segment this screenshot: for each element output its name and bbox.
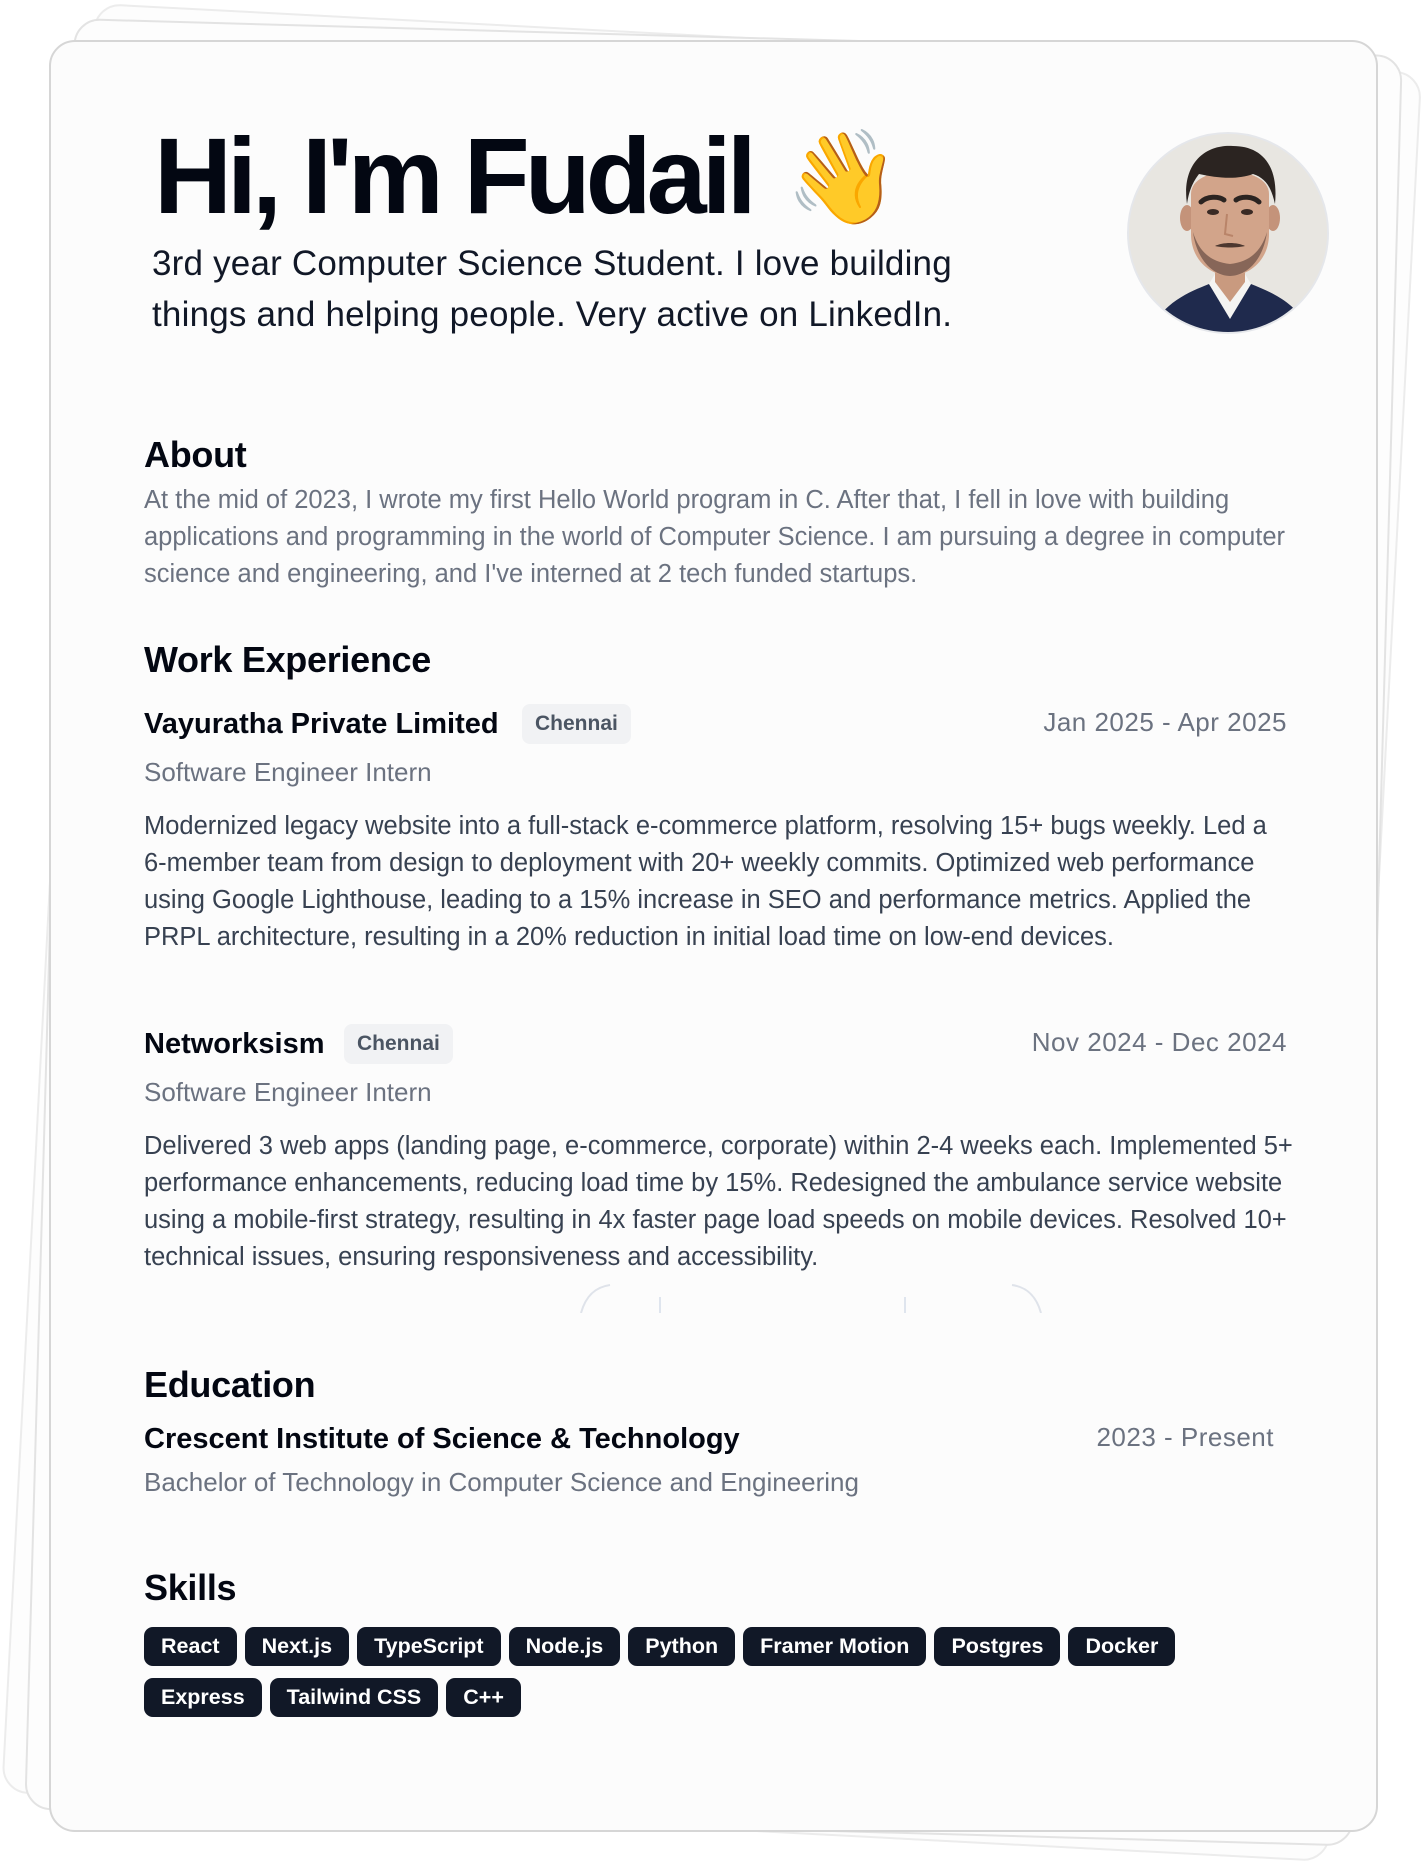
page-title: [154, 116, 900, 238]
dock-outline-icon: [576, 1283, 1046, 1313]
company-name: Vayuratha Private Limited: [144, 708, 499, 740]
about-heading: About: [144, 434, 247, 475]
company-name: Networksism: [144, 1028, 325, 1060]
waving-hand-icon: 👋: [785, 127, 901, 229]
avatar: [1127, 132, 1329, 334]
subtitle-line: 3rd year Computer Science Student. I love building: [152, 244, 952, 283]
skill-badge: Node.js: [509, 1627, 621, 1666]
skills-list: [144, 1627, 1287, 1717]
about-text: At the mid of 2023, I wrote my first Hello World program in C. After that, I fell in love with building applications and programming in the world of Computer Science. I am pursuing a degree in computer science and engineering, and I've interned at 2 tech funded startups.: [144, 486, 1286, 588]
skill-badge: Python: [628, 1627, 735, 1666]
job-description: Delivered 3 web apps (landing page, e-commerce, corporate) within 2-4 weeks each. Implemented 5+ performance enhancements, reducing load time by 15%. Redesigned the ambulance service website using a mobile-first strategy, resulting in 4x faster page load speeds on mobile devices. Resolved 10+ technical issues, ensuring responsiveness and accessibility.: [144, 1132, 1293, 1271]
skill-badge: React: [144, 1627, 237, 1666]
job-dates: Nov 2024 - Dec 2024: [1031, 1027, 1287, 1057]
skill-badge: TypeScript: [357, 1627, 501, 1666]
degree-name: Bachelor of Technology in Computer Science and Engineering: [144, 1467, 859, 1497]
hero-subtitle: [152, 238, 1052, 340]
title-text: Hi, I'm Fudail: [154, 115, 752, 236]
skill-badge: Tailwind CSS: [270, 1678, 439, 1717]
education-header: [144, 1417, 1274, 1461]
skill-badge: Docker: [1068, 1627, 1175, 1666]
education-heading: Education: [144, 1364, 316, 1405]
job-description: Modernized legacy website into a full-stack e-commerce platform, resolving 15+ bugs weekly. Led a 6-member team from design to deployment with 20+ weekly commits. Optimized web performance using Google Lighthouse, leading to a 15% increase in SEO and performance metrics. Applied the PRPL architecture, resulting in a 20% reduction in initial load time on low-end devices.: [144, 812, 1267, 951]
education-dates: 2023 - Present: [1096, 1422, 1274, 1452]
skill-badge: Postgres: [934, 1627, 1060, 1666]
job-role: Software Engineer Intern: [144, 1077, 432, 1107]
location-badge: Chennai: [522, 704, 631, 744]
job-header: [144, 702, 1287, 746]
skill-badge: Next.js: [245, 1627, 350, 1666]
work-experience-heading: Work Experience: [144, 639, 431, 680]
subtitle-line: things and helping people. Very active on LinkedIn.: [152, 295, 953, 334]
resume-card: [49, 40, 1378, 1832]
skill-badge: Express: [144, 1678, 262, 1717]
job-role: Software Engineer Intern: [144, 757, 432, 787]
profile-photo-icon: [1129, 134, 1329, 334]
job-dates: Jan 2025 - Apr 2025: [1043, 707, 1287, 737]
dock-outline-artifact: [576, 1283, 1046, 1313]
skill-badge: Framer Motion: [743, 1627, 926, 1666]
school-name: Crescent Institute of Science & Technology: [144, 1423, 740, 1455]
skills-heading: Skills: [144, 1567, 237, 1608]
skill-badge: C++: [446, 1678, 521, 1717]
job-header: [144, 1022, 1287, 1066]
location-badge: Chennai: [344, 1024, 453, 1064]
